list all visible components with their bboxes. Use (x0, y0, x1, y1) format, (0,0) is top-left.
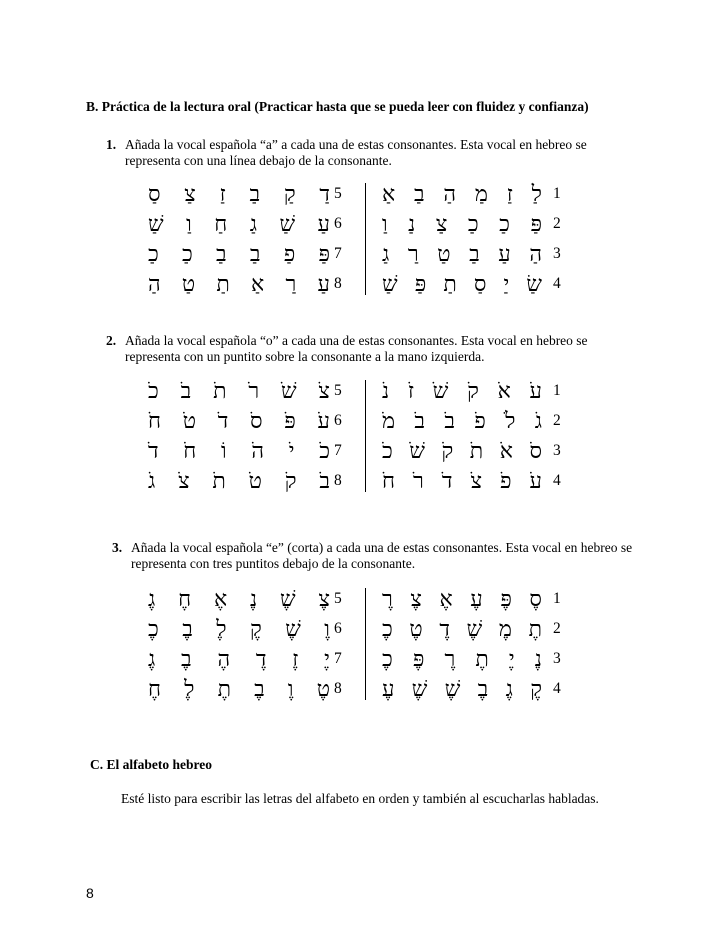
row-number: 4 (553, 472, 561, 489)
row-number: 2 (553, 215, 561, 232)
hebrew-letter: סַ (148, 182, 161, 207)
hebrew-letter: מַ (474, 182, 488, 207)
hebrew-letter: מֹ (382, 409, 396, 434)
hebrew-letter: רֹ (248, 379, 260, 404)
row-number: 7 (334, 245, 342, 262)
hebrew-letter: יַ (503, 272, 510, 297)
column-divider (365, 588, 366, 700)
hebrew-letter: זַ (219, 182, 226, 207)
hebrew-letter: פֶּ (500, 587, 512, 612)
hebrew-letter: תֹ (213, 379, 227, 404)
exercise-1-instructions (106, 137, 646, 171)
hebrew-letter: לֶ (184, 677, 195, 702)
hebrew-letter: פַּ (414, 272, 427, 297)
hebrew-letter: דֹ (441, 469, 453, 494)
hebrew-letter: כַ (148, 242, 159, 267)
hebrew-letter: זֹ (407, 379, 415, 404)
hebrew-letter: כֶ (148, 617, 159, 642)
exercise-2-grid (0, 378, 728, 496)
hebrew-letter: סַ (473, 272, 487, 297)
hebrew-letter: רַ (285, 272, 297, 297)
hebrew-letter: וֹ (221, 439, 227, 464)
hebrew-letter: הַ (443, 182, 457, 207)
exercise-3-grid (0, 586, 728, 704)
hebrew-letter: שֶׁ (466, 617, 483, 642)
row-number: 3 (553, 442, 561, 459)
hebrew-letter: חֹ (148, 409, 162, 434)
hebrew-letter: אֹ (497, 379, 511, 404)
hebrew-letter: פֹּ (284, 409, 296, 434)
hebrew-letter: יֶ (324, 647, 330, 672)
hebrew-letter: אֶ (439, 587, 453, 612)
hebrew-letter: סֹ (250, 409, 263, 434)
hebrew-letter: חֹ (382, 469, 396, 494)
hebrew-letter: כַ (182, 242, 193, 267)
hebrew-letter: בַ (414, 182, 425, 207)
row-number: 1 (553, 590, 561, 607)
row-number: 4 (553, 680, 561, 697)
section-b-title: B. Práctica de la lectura oral (Practicar hasta que se pueda leer con fluidez y confianza) (86, 99, 589, 114)
hebrew-letter: צֹ (470, 469, 482, 494)
hebrew-letter: צֹ (178, 469, 190, 494)
hebrew-letter: דֶ (255, 647, 267, 672)
hebrew-letter: בֹ (414, 409, 425, 434)
exercise-number: 1. (106, 137, 117, 152)
hebrew-letter: צֶ (410, 587, 422, 612)
hebrew-letter: רֶ (444, 647, 456, 672)
hebrew-letter: וֶ (324, 617, 330, 642)
column-divider (365, 380, 366, 492)
hebrew-letter: קֶ (250, 617, 262, 642)
hebrew-letter: כֹ (382, 439, 393, 464)
hebrew-letter: קֹ (284, 469, 297, 494)
page-number: 8 (86, 885, 94, 901)
hebrew-letter: בֹ (319, 469, 330, 494)
row-number: 7 (334, 442, 342, 459)
row-number: 1 (553, 382, 561, 399)
exercise-text: Añada la vocal española “o” a cada una de estas consonantes. Esta vocal en hebreo se representa con un puntito sobre la consonante a la mano izquierda. (125, 333, 588, 364)
hebrew-letter: בֶ (254, 677, 265, 702)
hebrew-letter: טַ (437, 242, 451, 267)
hebrew-letter: כֹ (148, 379, 159, 404)
hebrew-letter: פֹ (499, 469, 512, 494)
hebrew-letter: חֹ (183, 439, 197, 464)
section-c-title: C. El alfabeto hebreo (90, 757, 212, 772)
hebrew-letter: אַ (382, 182, 396, 207)
hebrew-letter: לַ (531, 182, 542, 207)
hebrew-letter: עֹ (529, 469, 542, 494)
hebrew-letter: נַ (408, 212, 416, 237)
hebrew-letter: נֶ (534, 647, 542, 672)
hebrew-letter: גֹ (534, 409, 542, 434)
hebrew-letter: בֹ (444, 409, 455, 434)
exercise-number: 2. (106, 333, 117, 348)
exercise-text: Añada la vocal española “e” (corta) a cada una de estas consonantes. Esta vocal en hebreo se representa con tres puntitos debajo de la consonante. (131, 540, 633, 571)
hebrew-letter: פַּ (530, 212, 542, 237)
hebrew-letter: גֶ (148, 647, 156, 672)
row-number: 6 (334, 620, 342, 637)
hebrew-letter: תֶ (475, 647, 489, 672)
hebrew-letter: טֶ (316, 677, 330, 702)
row-number: 6 (334, 412, 342, 429)
hebrew-letter: צַ (435, 212, 448, 237)
hebrew-letter: עֹ (529, 379, 542, 404)
hebrew-letter: עֶ (470, 587, 483, 612)
hebrew-letter: קֹ (467, 379, 479, 404)
exercise-text: Añada la vocal española “a” a cada una de estas consonantes. Esta vocal en hebreo se representa con una línea debajo de la consonante. (125, 137, 587, 168)
hebrew-letter: דֶ (439, 617, 450, 642)
hebrew-letter: שַׁ (382, 272, 398, 297)
hebrew-letter: בַ (216, 242, 227, 267)
row-number: 3 (553, 245, 561, 262)
hebrew-letter: תֹ (469, 439, 484, 464)
hebrew-letter: כַ (467, 212, 479, 237)
hebrew-letter: רֶ (382, 587, 393, 612)
hebrew-letter: הַ (529, 242, 542, 267)
hebrew-letter: וַ (382, 212, 388, 237)
hebrew-letter: כֶ (382, 617, 393, 642)
hebrew-letter: לֶ (216, 617, 227, 642)
row-number: 8 (334, 680, 342, 697)
exercise-number: 3. (112, 540, 123, 555)
hebrew-letter: זֶ (292, 647, 299, 672)
hebrew-letter: רַ (407, 242, 419, 267)
hebrew-letter: גֶ (148, 587, 156, 612)
hebrew-letter: שַׁ (148, 212, 164, 237)
hebrew-letter: זַ (506, 182, 513, 207)
row-number: 4 (553, 275, 561, 292)
column-divider (365, 183, 366, 295)
hebrew-letter: בַ (249, 182, 261, 207)
hebrew-letter: פֹ (474, 409, 486, 434)
hebrew-letter: טֹ (248, 469, 262, 494)
hebrew-letter: בֶ (477, 677, 489, 702)
row-number: 7 (334, 650, 342, 667)
row-number: 8 (334, 472, 342, 489)
hebrew-letter: וֶ (287, 677, 294, 702)
hebrew-letter: פֶּ (412, 647, 425, 672)
hebrew-letter: תַ (443, 272, 457, 297)
hebrew-letter: סֹ (529, 439, 542, 464)
hebrew-letter: קַ (283, 182, 296, 207)
section-c-text: Esté listo para escribir las letras del alfabeto en orden y también al escucharlas habladas. (121, 791, 599, 806)
exercise-1-grid (0, 181, 728, 299)
hebrew-letter: וַ (186, 212, 192, 237)
row-number: 8 (334, 275, 342, 292)
hebrew-letter: בֹ (180, 379, 192, 404)
hebrew-letter: שַׂ (526, 272, 542, 297)
hebrew-letter: דֹ (217, 409, 229, 434)
hebrew-letter: כֶ (382, 647, 393, 672)
hebrew-letter: עַ (317, 212, 330, 237)
hebrew-letter: חַ (214, 212, 228, 237)
row-number: 3 (553, 650, 561, 667)
hebrew-letter: צֶ (318, 587, 330, 612)
hebrew-letter: תֹ (212, 469, 226, 494)
hebrew-letter: הַ (148, 272, 161, 297)
hebrew-letter: סֶ (529, 587, 542, 612)
hebrew-letter: נֹ (382, 379, 390, 404)
exercise-3-instructions (112, 540, 652, 574)
hebrew-letter: גַ (382, 242, 390, 267)
hebrew-letter: עַ (498, 242, 511, 267)
hebrew-letter: בֶ (181, 647, 192, 672)
row-number: 5 (334, 382, 342, 399)
hebrew-letter: עֶ (382, 677, 395, 702)
hebrew-letter: יֹ (288, 439, 295, 464)
row-number: 1 (553, 185, 561, 202)
hebrew-letter: שֹׁ (280, 379, 297, 404)
hebrew-letter: לֹ (505, 409, 516, 434)
row-number: 6 (334, 215, 342, 232)
hebrew-letter: קֹ (441, 439, 454, 464)
hebrew-letter: צֹ (318, 379, 330, 404)
hebrew-letter: בַ (469, 242, 480, 267)
hebrew-letter: נֶ (250, 587, 258, 612)
row-number: 2 (553, 412, 561, 429)
hebrew-letter: טֶ (409, 617, 423, 642)
hebrew-letter: שֶׁ (444, 677, 461, 702)
hebrew-letter: יֶ (508, 647, 515, 672)
hebrew-letter: שֶׁ (280, 587, 296, 612)
hebrew-letter: עַ (317, 272, 330, 297)
hebrew-letter: גֶ (505, 677, 513, 702)
hebrew-letter: תֶ (217, 677, 232, 702)
hebrew-letter: צַ (184, 182, 196, 207)
row-number: 5 (334, 590, 342, 607)
hebrew-letter: הֶ (217, 647, 231, 672)
hebrew-letter: מֶ (498, 617, 512, 642)
hebrew-letter: אֹ (499, 439, 513, 464)
hebrew-letter: קֶ (530, 677, 542, 702)
hebrew-letter: חֶ (178, 587, 192, 612)
hebrew-letter: פַּ (318, 242, 330, 267)
hebrew-letter: תֶ (528, 617, 542, 642)
hebrew-letter: תַ (216, 272, 230, 297)
hebrew-letter: שַׁ (279, 212, 296, 237)
hebrew-letter: כַ (499, 212, 510, 237)
hebrew-letter: טֹ (182, 409, 197, 434)
hebrew-letter: עֹ (317, 409, 330, 434)
hebrew-letter: דֹ (148, 439, 159, 464)
row-number: 5 (334, 185, 342, 202)
hebrew-letter: דַ (319, 182, 330, 207)
hebrew-letter: בֶ (182, 617, 193, 642)
hebrew-letter: פַ (283, 242, 296, 267)
hebrew-letter: בַ (249, 242, 261, 267)
hebrew-letter: כֹ (319, 439, 330, 464)
hebrew-letter: שֹׁ (409, 439, 425, 464)
exercise-2-instructions (106, 333, 646, 367)
hebrew-letter: גֹ (148, 469, 156, 494)
row-number: 2 (553, 620, 561, 637)
hebrew-letter: רֹ (413, 469, 424, 494)
hebrew-letter: שֶׁ (285, 617, 301, 642)
hebrew-letter: הֹ (251, 439, 265, 464)
hebrew-letter: גַ (249, 212, 257, 237)
hebrew-letter: אֶ (213, 587, 228, 612)
hebrew-letter: שֶׁ (411, 677, 428, 702)
hebrew-letter: חֶ (148, 677, 162, 702)
hebrew-letter: טַ (181, 272, 196, 297)
hebrew-letter: שֹׁ (432, 379, 449, 404)
hebrew-letter: אַ (251, 272, 265, 297)
